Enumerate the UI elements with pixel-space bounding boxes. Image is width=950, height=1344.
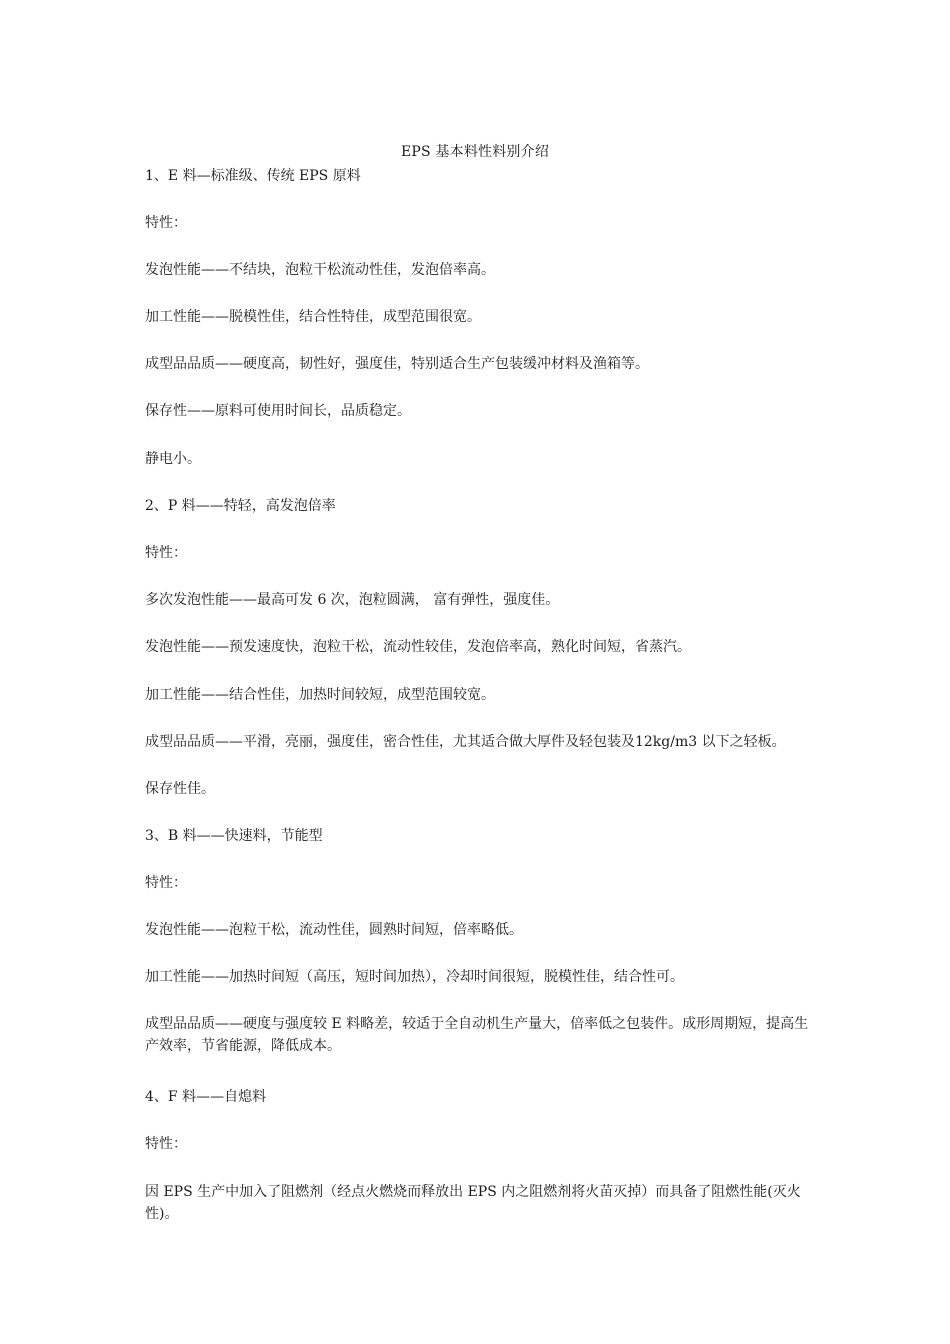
- section-2-item-5: 保存性佳。: [145, 781, 215, 797]
- section-1-heading: 1、E 料—标准级、传统 EPS 原料: [145, 168, 361, 184]
- section-2-item-1: 多次发泡性能——最高可发 6 次，泡粒圆满， 富有弹性，强度佳。: [145, 592, 560, 608]
- section-3-item-1: 发泡性能——泡粒干松，流动性佳，圆熟时间短，倍率略低。: [145, 922, 523, 938]
- section-2-label: 特性：: [145, 545, 187, 561]
- section-3-item-2: 加工性能——加热时间短（高压，短时间加热），冷却时间很短，脱模性佳，结合性可。: [145, 969, 684, 985]
- section-2-item-2: 发泡性能——预发速度快，泡粒干松，流动性较佳，发泡倍率高，熟化时间短，省蒸汽。: [145, 639, 691, 655]
- section-2-heading: 2、P 料——特轻，高发泡倍率: [145, 498, 336, 514]
- section-1-item-1: 发泡性能——不结块，泡粒干松流动性佳，发泡倍率高。: [145, 262, 495, 278]
- section-3-heading: 3、B 料——快速料，节能型: [145, 828, 323, 844]
- document-title: EPS 基本料性料别介绍: [400, 144, 550, 160]
- section-3-label: 特性：: [145, 875, 187, 891]
- section-1-item-3: 成型品品质——硬度高，韧性好，强度佳，特别适合生产包装缓冲材料及渔箱等。: [145, 356, 649, 372]
- section-4-heading: 4、F 料——自熄料: [145, 1089, 267, 1105]
- section-4-label: 特性：: [145, 1136, 187, 1152]
- section-2-item-4: 成型品品质——平滑，亮丽，强度佳，密合性佳，尤其适合做大厚件及轻包装及12kg/m3 以下之轻板。: [145, 734, 786, 750]
- section-4-item-1: 因 EPS 生产中加入了阻燃剂（经点火燃烧而释放出 EPS 内之阻燃剂将火苗灭掉）而具备了阻燃性能(灭火性)。: [145, 1184, 801, 1222]
- section-1-label: 特性：: [145, 215, 187, 231]
- section-1-item-2: 加工性能——脱模性佳，结合性特佳，成型范围很宽。: [145, 309, 481, 325]
- section-1-item-4: 保存性——原料可使用时间长，品质稳定。: [145, 403, 411, 419]
- section-2-item-3: 加工性能——结合性佳，加热时间较短，成型范围较宽。: [145, 687, 495, 703]
- section-3-item-3: 成型品品质——硬度与强度较 E 料略差，较适于全自动机生产量大，倍率低之包装件。成形周期短，提高生产效率，节省能源，降低成本。: [145, 1016, 809, 1054]
- section-1-item-5: 静电小。: [145, 451, 201, 467]
